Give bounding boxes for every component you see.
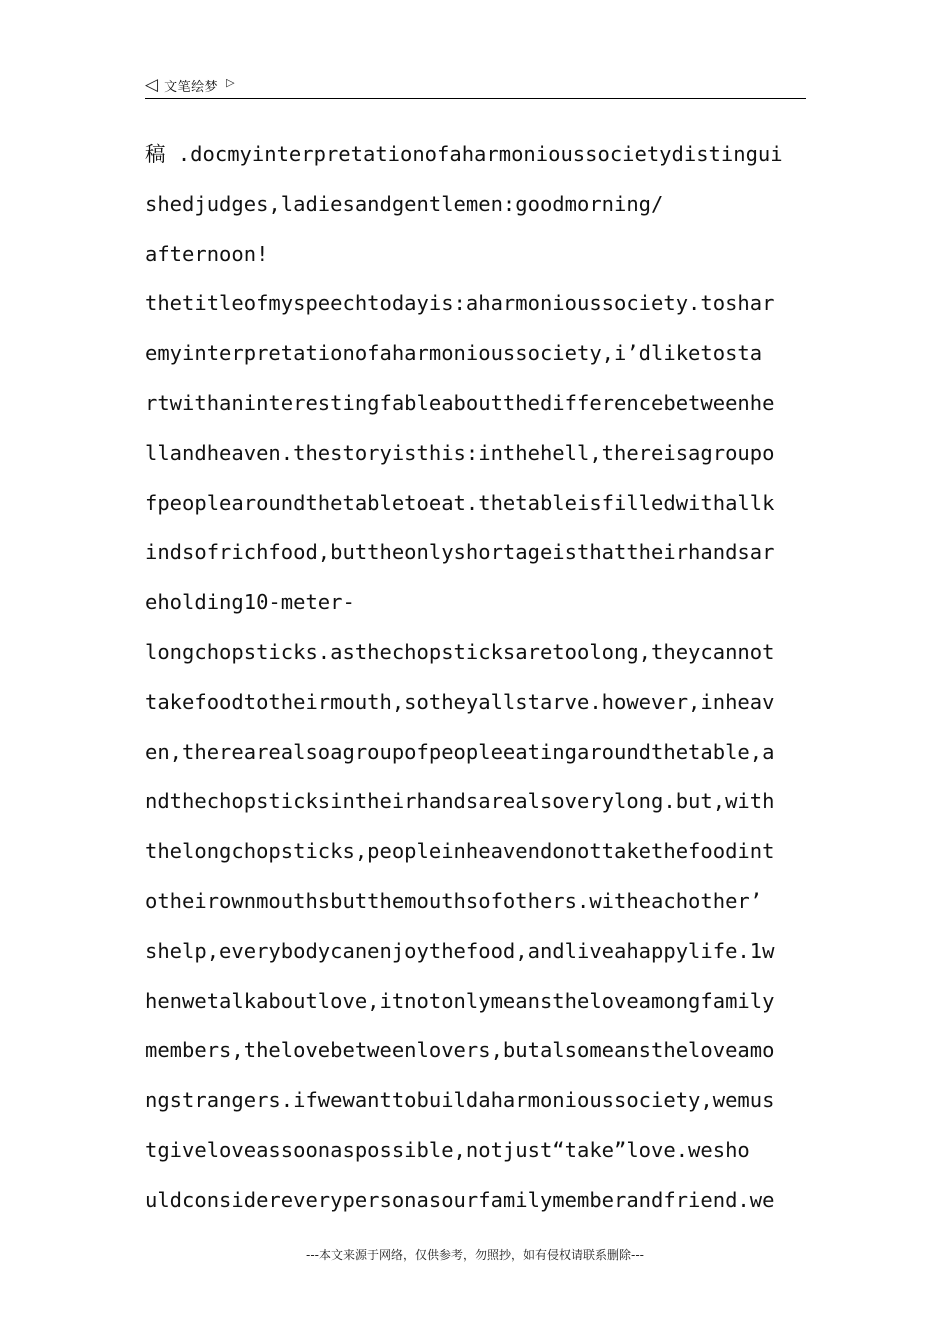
- text-line: ndthechopsticksintheirhandsarealsoverylong.but,with: [145, 789, 775, 814]
- triangle-left-icon: ◁: [145, 74, 159, 95]
- text-line: uldconsidereverypersonasourfamilymemberandfriend.we: [145, 1187, 775, 1212]
- text-line: otheirownmouthsbutthemouthsofothers.witheachother’: [145, 888, 763, 913]
- text-line: eholding10-meter-: [145, 590, 355, 615]
- text-line: takefoodtotheirmouth,sotheyallstarve.however,inheav: [145, 689, 775, 714]
- text-line: fpeoplearoundthetabletoeat.thetableisfilledwithallk: [145, 490, 775, 515]
- text-line: members,thelovebetweenlovers,butalsomeanstheloveamo: [145, 1038, 775, 1063]
- text-line: en,therearealsoagroupofpeopleeatingaroundthetable,a: [145, 739, 775, 764]
- triangle-right-icon: ▷: [226, 75, 235, 89]
- page-footer: ---本文来源于网络，仅供参考，勿照抄，如有侵权请联系删除---: [306, 1248, 644, 1262]
- text-line: henwetalkaboutlove,itnotonlymeanstheloveamongfamily: [145, 988, 775, 1013]
- document-body: [145, 130, 806, 1226]
- text-line: emyinterpretationofaharmonioussociety,i’dliketosta: [145, 341, 763, 366]
- text-line: llandheaven.thestoryisthis:inthehell,thereisagroupo: [145, 440, 775, 465]
- header-title: 文笔绘梦: [164, 79, 219, 95]
- text-line: longchopsticks.asthechopsticksaretoolong,theycannot: [145, 639, 775, 664]
- text-line: tgiveloveassoonaspossible,notjust“take”love.wesho: [145, 1137, 750, 1162]
- text-line: ngstrangers.ifwewanttobuildaharmonioussociety,wemus: [145, 1088, 775, 1113]
- text-line: indsofrichfood,buttheonlyshortageisthattheirhandsar: [145, 540, 775, 565]
- text-line: thetitleofmyspeechtodayis:aharmonioussociety.toshar: [145, 291, 775, 316]
- text-line: shelp,everybodycanenjoythefood,andliveahappylife.1w: [145, 938, 775, 963]
- text-line: 稿 .docmyinterpretationofaharmonioussocietydistingui: [145, 142, 783, 166]
- text-line: afternoon!: [145, 241, 269, 266]
- text-line: rtwithaninterestingfableaboutthedifferencebetweenhe: [145, 390, 775, 415]
- page-header: [145, 72, 806, 99]
- text-line: shedjudges,ladiesandgentlemen:goodmorning/: [145, 191, 664, 216]
- text-line: thelongchopsticks,peopleinheavendonottakethefoodint: [145, 839, 775, 864]
